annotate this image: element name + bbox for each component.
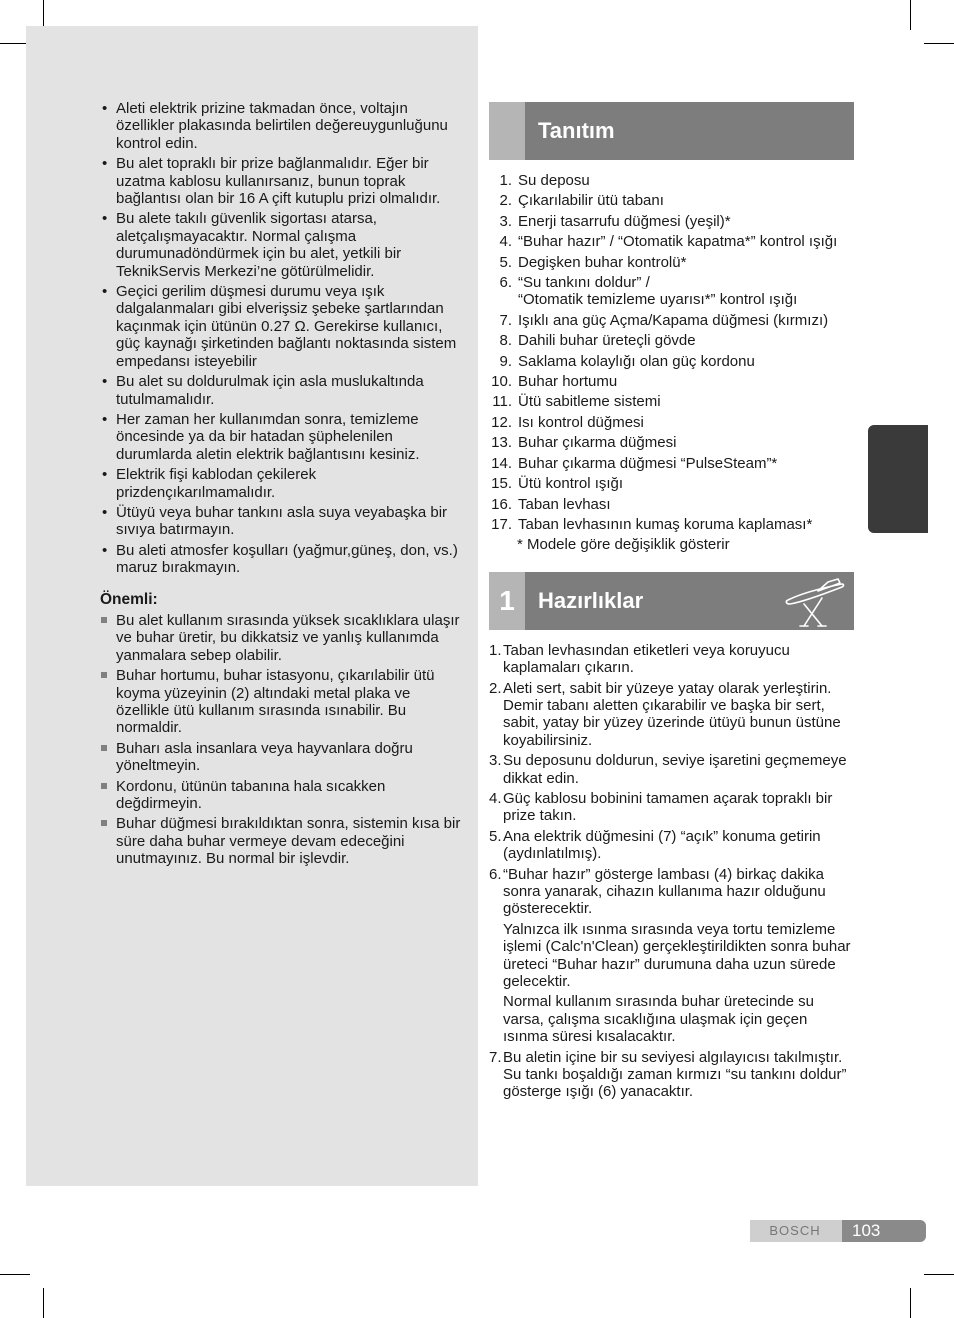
list-item: • Elektrik fişi kablodan çekilerek prizdençıkarılmamalıdır. — [102, 466, 317, 501]
list-item: 2. Çıkarılabilir ütü tabanı — [499, 192, 664, 210]
list-item: Buhar düğmesi bırakıldıktan sonra, sistemin kısa bir süre daha buhar vermeye devam edeceğini unutmayınız. Bu normal bir işlevdir. — [100, 815, 462, 867]
crop-mark — [0, 1274, 30, 1275]
crop-mark — [924, 43, 954, 44]
list-item: Bu alet kullanım sırasında yüksek sıcaklıklara ulaşır ve buhar üretir, bu dikkatsiz ve yanlış kullanımda yanmalara sebep olabilir. — [100, 612, 462, 664]
list-item: 2. Aleti sert, sabit bir yüzeye yatay olarak yerleştirin. Demir tabanı aletten çıkarabilir ve başka bir sert, sabit, yatay bir yüzey üzerinde ütüyü bunun üstüne koyabilirsiniz. — [489, 679, 841, 749]
list-item: Buharı asla insanlara veya hayvanlara doğru yöneltmeyin. — [100, 740, 462, 775]
crop-mark — [924, 1274, 954, 1275]
list-item: 5. Ana elektrik düğmesini (7) “açık” konuma getirin (aydınlatılmış). — [489, 827, 821, 863]
ironing-board-icon — [778, 574, 850, 630]
section-number-box — [489, 102, 525, 160]
safety-column — [100, 100, 462, 871]
list-item: 1. Taban levhasından etiketleri veya koruyucu kaplamaları çıkarın. — [489, 641, 790, 677]
square-bullet-icon — [101, 745, 107, 751]
crop-mark — [43, 1288, 44, 1318]
list-item: 14. Buhar çıkarma düğmesi “PulseSteam”* — [491, 454, 778, 472]
list-item: 5. Degişken buhar kontrolü* — [499, 253, 687, 271]
important-list — [100, 612, 462, 868]
list-item: 7. Işıklı ana güç Açma/Kapama düğmesi (kırmızı) — [499, 311, 829, 329]
list-item: • Bu alet topraklı bir prize bağlanmalıdır. Eğer bir uzatma kablosu kullanırsanız, bunun toprak bağlantısı olan bir 16 A çift kutuplu prizi olmalıdır. — [102, 155, 441, 208]
right-column — [489, 102, 854, 1104]
language-tab — [852, 425, 928, 533]
list-item: 7. Bu aletin içine bir su seviyesi algılayıcısı takılmıştır. Su tankı boşaldığı zaman kırmızı “su tankını doldur” gösterge ışığı (6) yanacaktır. — [489, 1048, 847, 1101]
list-item: 15. Ütü kontrol ışığı — [491, 475, 624, 493]
list-item: Kordonu, ütünün tabanına hala sıcakken değdirmeyin. — [100, 778, 462, 813]
list-item: • Ütüyü veya buhar tankını asla suya veyabaşka bir sıvıya batırmayın. — [102, 503, 448, 539]
list-item: • Aleti elektrik prizine takmadan önce, voltajın özellikler plakasında belirtilen değereuygunluğunu kontrol edin. — [102, 100, 448, 152]
important-heading: Önemli: — [100, 590, 158, 608]
section-title: Hazırlıklar — [538, 587, 644, 613]
square-bullet-icon — [101, 617, 107, 623]
warning-list — [100, 100, 462, 577]
list-item: 10. Buhar hortumu — [491, 373, 618, 391]
parts-list — [489, 172, 854, 554]
list-item: 9. Saklama kolaylığı olan güç kordonu — [499, 352, 755, 370]
list-item: • Bu alete takılı güvenlik sigortası atarsa, aletçalışmayacaktır. Normal çalışma durumunadöndürmek için bu alet, yetkili bir TeknikServis Merkezi’ne götürülmelidir. — [102, 210, 402, 280]
list-item: Buhar hortumu, buhar istasyonu, çıkarılabilir ütü koyma yüzeyinin (2) altındaki metal plaka ve özellikle ütü kullanım sırasında ısınabilir. Bu normaldir. — [100, 667, 462, 737]
crop-mark — [910, 1288, 911, 1318]
section-header-tanitim — [489, 102, 854, 160]
list-item: 6. “Buhar hazır” gösterge lambası (4) birkaç dakika sonra yanarak, cihazın kullanıma hazır olduğunu gösterecektir. Yalnızca ilk ısınma sırasında veya tortu temizleme işlemi (Calc'n'Clean) gerçekleştirildikten sonra buhar üreteci “Buhar hazır” durumuna daha uzun sürede gelecektir. Normal kullanım sırasında buhar üretecinde su varsa, çalışma sıcaklığına ulaşmak için geçen ısınma süresi kısalacaktır. — [489, 865, 851, 1046]
list-item: 16. Taban levhası — [491, 495, 611, 513]
list-item: 13. Buhar çıkarma düğmesi — [491, 434, 677, 452]
list-item: 1. Su deposu — [499, 172, 590, 189]
square-bullet-icon — [101, 783, 107, 789]
footer-brand: BOSCH — [769, 1223, 821, 1238]
list-item: 11. Ütü sabitleme sistemi — [492, 393, 661, 411]
list-item: • Bu alet su doldurulmak için asla muslukaltında tutulmamalıdır. — [102, 373, 424, 408]
list-item: • Her zaman her kullanımdan sonra, temizleme öncesinde ya da bir hatadan şüphelenilen durumlarda aletin elektrik bağlantısını kesiniz. — [102, 410, 420, 463]
square-bullet-icon — [101, 820, 107, 826]
preparation-steps — [489, 642, 854, 1101]
list-item: 12. Isı kontrol düğmesi — [491, 413, 644, 431]
section-number: 1 — [489, 572, 525, 630]
list-item: 4. Güç kablosu bobinini tamamen açarak topraklı bir prize takın. — [489, 789, 833, 825]
square-bullet-icon — [101, 672, 107, 678]
list-item: 3. Enerji tasarrufu düğmesi (yeşil)* — [499, 212, 731, 230]
list-item: • Geçici gerilim düşmesi durumu veya ışık dalgalanmaları gibi elverişsiz şebeke şartlarından kaçınmak için ütünün 0.27 Ω. Gerekirse kullanıcı, güç kaynağı şirketinden bağlantı noktasında sistem empedansı isteyebilir — [102, 283, 457, 370]
list-item: 17. Taban levhasının kumaş koruma kaplaması* — [491, 515, 813, 533]
list-item: 6. “Su tankını doldur” / “Otomatik temizleme uyarısı*” kontrol ışığı — [499, 274, 798, 309]
list-item: 8. Dahili buhar üreteçli gövde — [499, 332, 696, 350]
list-item: 4. “Buhar hazır” / “Otomatik kapatma*” kontrol ışığı — [499, 233, 838, 251]
section-title: Tanıtım — [538, 118, 615, 143]
section-header-hazirliklar — [489, 572, 854, 630]
language-tab-label: TÜRK — [852, 461, 864, 497]
list-item: 3. Su deposunu doldurun, seviye işaretini geçmemeye dikkat edin. — [489, 752, 847, 787]
page-number: 103 — [842, 1220, 926, 1242]
list-item: • Bu aleti atmosfer koşulları (yağmur,güneş, don, vs.) maruz bırakmayın. — [102, 541, 458, 577]
crop-mark — [910, 0, 911, 30]
model-note: * Modele göre değişiklik gösterir — [517, 536, 730, 554]
